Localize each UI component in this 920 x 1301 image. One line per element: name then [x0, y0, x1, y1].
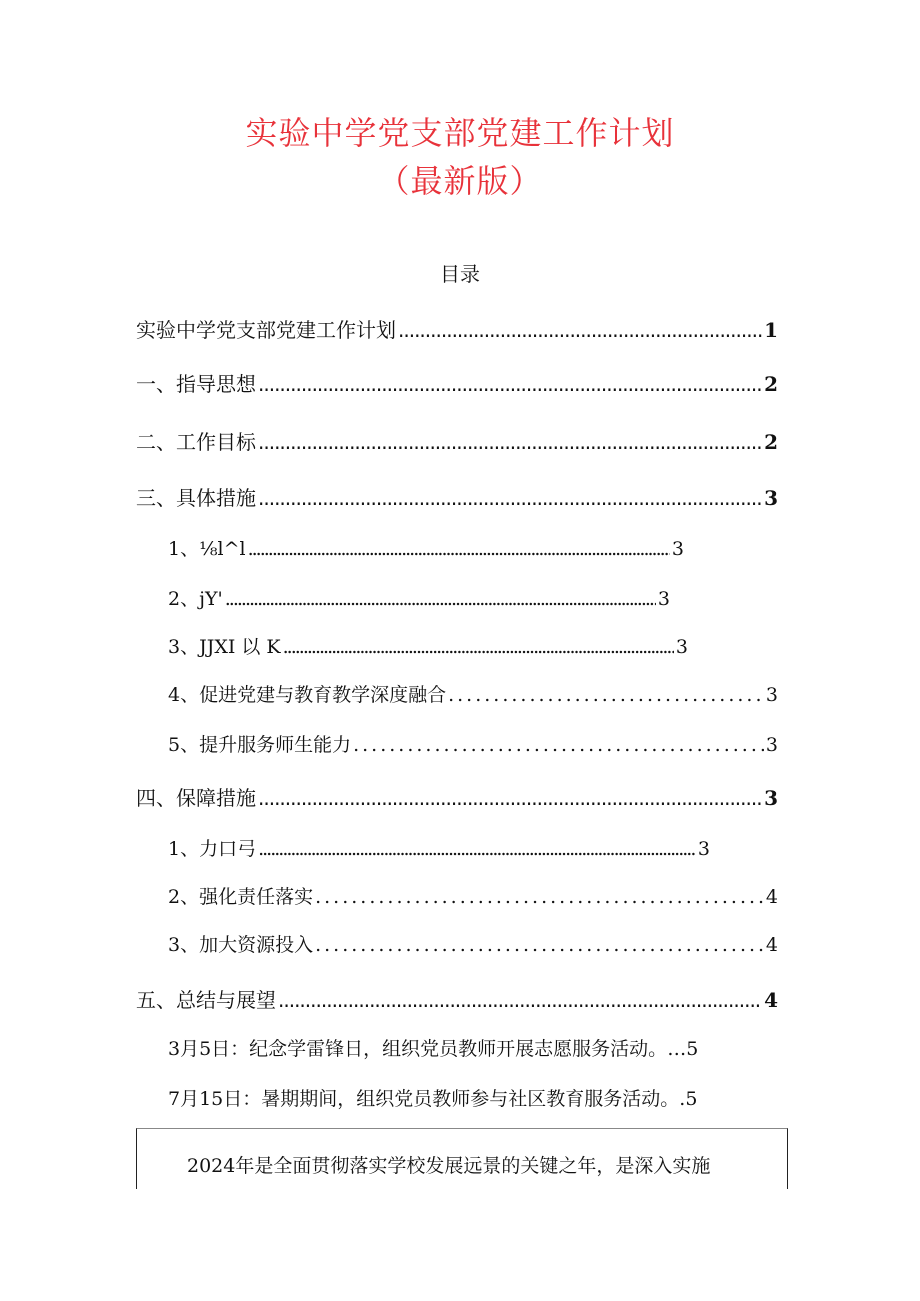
toc-entry[interactable] — [168, 930, 778, 957]
toc-entry[interactable] — [168, 730, 778, 757]
toc-dot-leader — [353, 734, 764, 756]
toc-entry-page: 2 — [764, 430, 778, 454]
toc-entry[interactable] — [168, 882, 778, 909]
toc-entry-label: 三、具体措施 — [136, 486, 256, 510]
toc-heading: 目录 — [440, 262, 480, 286]
toc-entry[interactable] — [168, 632, 688, 659]
toc-dot-leader — [278, 988, 762, 1012]
toc-entry-page: 1 — [764, 318, 778, 342]
toc-entry-label: 实验中学党支部党建工作计划 — [136, 318, 396, 342]
toc-dot-leader — [315, 934, 764, 956]
toc-dot-leader — [315, 886, 764, 908]
toc-dot-leader — [258, 372, 762, 396]
toc-entry-page: …5 — [667, 1038, 699, 1060]
toc-dot-leader — [258, 838, 696, 860]
toc-entry-label: 7月15日：暑期期间，组织党员教师参与社区教育服务活动。 — [168, 1088, 680, 1110]
toc-entry[interactable] — [136, 368, 778, 397]
toc-entry-label: 2、强化责任落实 — [168, 886, 314, 908]
toc-entry-label: 1、⅛l^l — [168, 538, 246, 560]
toc-entry-page: 3 — [765, 684, 778, 706]
toc-entry-label: 5、提升服务师生能力 — [168, 734, 352, 756]
toc-entry-page: .5 — [679, 1088, 698, 1110]
toc-entry[interactable] — [136, 482, 778, 511]
toc-entry-label: 四、保障措施 — [136, 786, 256, 810]
toc-entry[interactable] — [136, 314, 778, 343]
toc-entry-label: 二、工作目标 — [136, 430, 256, 454]
toc-dot-leader — [248, 538, 670, 560]
toc-entry-page: 3 — [764, 786, 778, 810]
toc-dot-leader — [283, 636, 674, 658]
toc-entry[interactable] — [168, 584, 670, 611]
toc-entry-page: 4 — [765, 886, 778, 908]
toc-dot-leader — [398, 318, 762, 342]
toc-entry-page: 2 — [764, 372, 778, 396]
document-title: 实验中学党支部党建工作计划 — [245, 114, 675, 152]
toc-entry-label: 五、总结与展望 — [136, 988, 276, 1012]
toc-entry-page: 3 — [671, 538, 684, 560]
toc-entry-label: 1、力口弓 — [168, 838, 257, 860]
toc-entry-page: 3 — [675, 636, 688, 658]
toc-entry[interactable] — [168, 834, 710, 861]
body-paragraph: 2024年是全面贯彻落实学校发展远景的关键之年，是深入实施 — [187, 1155, 711, 1177]
toc-entry[interactable] — [168, 1084, 697, 1111]
toc-entry-label: 3月5日：纪念学雷锋日，组织党员教师开展志愿服务活动。 — [168, 1038, 668, 1060]
toc-entry-label: 一、指导思想 — [136, 372, 256, 396]
toc-entry-label: 3、加大资源投入 — [168, 934, 314, 956]
toc-entry[interactable] — [168, 1034, 698, 1061]
toc-entry-label: 3、JJXI 以 K — [168, 636, 281, 658]
toc-entry[interactable] — [136, 984, 778, 1013]
toc-entry-page: 3 — [765, 734, 778, 756]
toc-entry[interactable] — [136, 782, 778, 811]
toc-dot-leader — [225, 588, 656, 610]
toc-entry-page: 4 — [765, 934, 778, 956]
toc-dot-leader — [258, 786, 762, 810]
toc-entry[interactable] — [168, 534, 684, 561]
toc-entry-page: 3 — [657, 588, 670, 610]
toc-entry-page: 4 — [764, 988, 778, 1012]
toc-entry[interactable] — [168, 680, 778, 707]
toc-entry-page: 3 — [764, 486, 778, 510]
toc-entry[interactable] — [136, 426, 778, 455]
toc-entry-label: 4、促进党建与教育教学深度融合 — [168, 684, 447, 706]
toc-dot-leader — [448, 684, 764, 706]
toc-dot-leader — [258, 486, 762, 510]
document-subtitle: （最新版） — [377, 162, 543, 200]
body-text-box — [136, 1128, 788, 1189]
toc-entry-page: 3 — [697, 838, 710, 860]
toc-entry-label: 2、jY' — [168, 588, 223, 610]
toc-dot-leader — [258, 430, 762, 454]
